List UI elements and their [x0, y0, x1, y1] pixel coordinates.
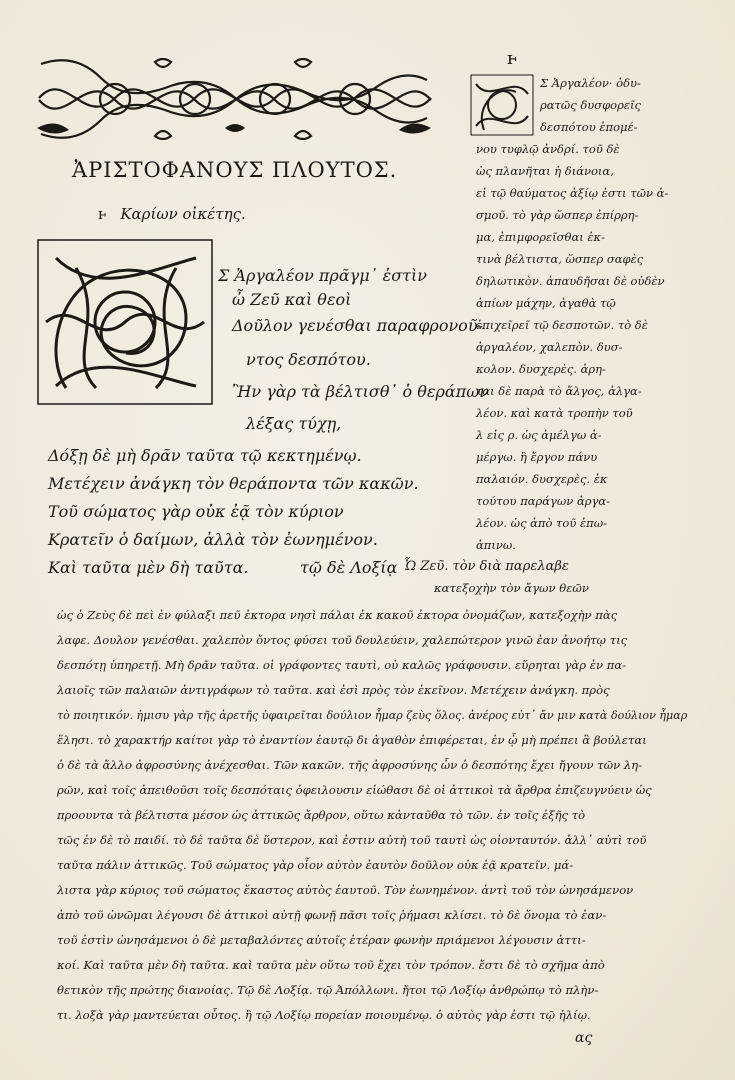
commentary-line: τὸ ποιητικόν. ἡμισυ γὰρ τῆς ἀρετῆς ὑφαιρεῖται δούλιον ἦμαρ ζεὺς ὅλος. ἀνέρος εὐτ᾽ ἄν μιν κατὰ δούλιον ἦμαρ [57, 709, 688, 722]
scholia-line: κολον. δυσχερὲς. ἀρη- [476, 362, 606, 376]
scholia-line: ἀπινω. [476, 538, 516, 552]
commentary-line: ἀπὸ τοῦ ὠνῶμαι λέγουσι δὲ ἀττικοὶ αὐτῇ φωνῇ πᾶσι τοῖς ῥήμασι κλίσει. τὸ δὲ ὄνομα τὸ ἐαν- [57, 908, 607, 922]
commentary-line: ρῶν, καὶ τοῖς ἀπειθοῦσι τοῖς δεσπόταις ὀφειλουσιν εἰώθασι δὲ οἱ ἀττικοὶ τὰ ἄρθρα ἐπιζευγνύειν ὡς [57, 783, 652, 797]
verse-line: Δόξῃ δὲ μὴ δρᾶν ταῦτα τῷ κεκτημένῳ. [48, 446, 362, 465]
scholia-line: Σ Ἀργαλέον· ὀδυ- [540, 76, 641, 90]
scholia-line: ἀργαλέον, χαλεπὸν. δυσ- [476, 340, 623, 354]
verse-line: Μετέχειν ἀνάγκη τὸν θεράποντα τῶν κακῶν. [48, 474, 419, 493]
commentary-line: λαφε. Δουλον γενέσθαι. χαλεπὸν ὄντος φύσει τοῦ δουλεύειν, χαλεπώτερον γινῶ ἐαν ἀνοήτῳ τις [57, 633, 628, 647]
verse-line: Δοῦλον γενέσθαι παραφρονοῦ- [232, 316, 483, 335]
verse-line: Ἢν γὰρ τὰ βέλτισθ᾽ ὁ θεράπων [232, 382, 489, 401]
verse-line: ντος δεσπότου. [246, 350, 371, 369]
commentary-line: ὡς ὁ Ζεὺς δὲ πεὶ ἐν φύλαξι πεῦ ἐκτορα νησὶ πάλαι ἐκ κακοῦ ἐκτορα ὀνομάζων, κατεξοχὴν πὰς [57, 608, 618, 622]
knotwork-headpiece-ornament [35, 58, 433, 140]
scholia-line: ὡς πλανῆται ἡ διάνοια, [476, 164, 614, 178]
commentary-line: Ὦ Ζεῦ. τὸν διὰ παρελαβε [404, 559, 569, 574]
small-decorated-initial [470, 74, 534, 136]
commentary-line: τῶς ἐν δὲ τὸ παιδί. τὸ δὲ ταῦτα δὲ ὕστερον, καὶ ἐστιν αὐτὴ τοῦ ταυτὶ ὡς οἱονταυτόν. ἀλλ᾽ αὐτὶ τοῦ [57, 833, 647, 847]
verse-line: ὦ Ζεῦ καὶ θεοὶ [232, 290, 352, 309]
commentary-line: δεσπότῃ ὑπηρετῇ. Μὴ δρᾶν ταῦτα. οἱ γράφοντες ταυτὶ, οὐ καλῶς γράφουσιν. εὕρηται γὰρ ἐν πα- [57, 658, 627, 672]
commentary-line: τοῦ ἐστὶν ὠνησάμενοι ὁ δὲ μεταβαλόντες αὐτοῖς ἑτέραν φωνὴν πριάμενοι λέγουσιν ἀττι- [57, 933, 586, 947]
scholia-line: ται δὲ παρὰ τὸ ἄλγος, ἀλγα- [476, 384, 642, 398]
verse-line: Σ Ἀργαλέον πρᾶγμ᾽ ἐστὶν [218, 266, 428, 285]
verse-line: Κρατεῖν ὁ δαίμων, ἀλλὰ τὸν ἐωνημένον. [48, 530, 378, 549]
commentary-line: ὁ δὲ τὰ ἄλλο ἀφροσύνης ἀνέχεσθαι. Τῶν κακῶν. τῆς ἀφροσύνης ὧν ὁ δεσπότης ἔχει ἤγουν τῶν λη- [57, 758, 643, 772]
scholia-line: λ εἰς ρ. ὡς ἀμέλγω ἀ- [476, 428, 602, 442]
paragraph-mark: ⱶ [98, 205, 107, 223]
scholia-line: παλαιόν. δυσχερὲς. ἐκ [476, 472, 608, 486]
commentary-line: λαιοῖς τῶν παλαιῶν ἀντιγράφων τὸ ταῦτα. καὶ ἐσὶ πρὸς τὸν ἐκεῖνον. Μετέχειν ἀνάγκη. πρὸς [57, 683, 610, 697]
commentary-line: λιστα γὰρ κύριος τοῦ σώματος ἕκαστος αὐτὸς ἑαυτοῦ. Τὸν ἐωνημένον. ἀντὶ τοῦ τὸν ὠνησάμενον [57, 883, 634, 897]
play-title: ἈΡΙΣΤΟΦΑΝΟΥΣ ΠΛΟΥΤΟΣ. [72, 158, 398, 182]
scholia-line: μα, ἐπιμφορεῖσθαι ἐκ- [476, 230, 605, 244]
scholia-line: ἐπιχεῖρεῖ τῷ δεσποτῶν. τὸ δὲ [476, 318, 648, 332]
scholia-line: τινὰ βέλτιστα, ὥσπερ σαφὲς [476, 252, 644, 266]
verse-line: τῷ δὲ Λοξίᾳ [300, 558, 398, 577]
scholia-line: τούτου παράγων ἀργα- [476, 494, 611, 508]
scholia-line: σμοῦ. τὸ γὰρ ὥσπερ ἐπίρρη- [476, 208, 639, 222]
commentary-line: ἕλησι. τὸ χαρακτήρ καίτοι γὰρ τὸ ἐναντίον ἑαυτῷ δι ἀγαθὸν ἐπιφέρεται, ἐν ᾧ μὴ πρέπει ἃ βούλεται [57, 733, 647, 747]
commentary-line: θετικὸν τῆς πρώτης διανοίας. Τῷ δὲ Λοξίᾳ. τῷ Ἀπόλλωνι. ἤτοι τῷ Λοξίῳ ἀνθρώπῳ τὸ πλὴν- [57, 983, 599, 997]
scholia-line: εἰ τῷ θαύματος ἀξίῳ ἐστι τῶν ἀ- [476, 186, 669, 200]
scholia-line: μέργω. ἢ ἔργον πάνυ [476, 450, 598, 464]
verse-line: λέξας τύχῃ, [246, 414, 342, 433]
scholia-line: νου τυφλῷ ἀνδρί. τοῦ δὲ [476, 142, 620, 156]
scholia-line: λέον. ὡς ἀπὸ τοῦ ἐπω- [476, 516, 607, 530]
commentary-line: τι. λοξὰ γὰρ μαντεύεται οὗτος. ἢ τῷ Λοξίῳ πορείαν ποιουμένῳ. ὁ αὐτὸς γὰρ ἐστι τῷ ἡλίῳ. [57, 1008, 591, 1022]
scholia-line: ἀπίων μάχην, ἀγαθὰ τῷ [476, 296, 616, 310]
catchword: ας [575, 1030, 593, 1046]
speaker-heading [98, 205, 246, 223]
scholia-line: λέον. καὶ κατὰ τροπὴν τοῦ [476, 406, 633, 420]
commentary-line: προουντα τὰ βέλτιστα μέσον ὡς ἀττικῶς ἄρθρον, οὕτω κἀνταῦθα τὸ τῶν. ἐν τοῖς ἐξῆς τὸ [57, 808, 586, 822]
verse-line: Τοῦ σώματος γὰρ οὐκ ἐᾷ τὸν κύριον [48, 502, 344, 521]
commentary-line: κατεξοχὴν τὸν ἄγων θεῶν [434, 581, 589, 595]
speaker-name: Καρίων οἰκέτης. [120, 205, 246, 223]
commentary-line: κοί. Καὶ ταῦτα μὲν δὴ ταῦτα. καὶ ταῦτα μὲν οὕτω τοῦ ἔχει τὸν τρόπον. ἔστι δὲ τὸ σχῆμα ἀπὸ [57, 958, 605, 972]
decorated-initial-letter [36, 238, 214, 406]
scholia-line: ρατῶς δυσφορεῖς [540, 98, 641, 112]
scholia-line: δηλωτικὸν. ἀπαυδῆσαι δὲ οὐδὲν [476, 274, 665, 288]
commentary-line: ταῦτα πάλιν ἀττικῶς. Τοῦ σώματος γὰρ οἷον αὐτὸν ἑαυτὸν δοῦλον οὐκ ἐᾷ κρατεῖν. μά- [57, 858, 574, 872]
paragraph-mark: ⱶ [507, 48, 518, 69]
verse-line: Καὶ ταῦτα μὲν δὴ ταῦτα. [48, 558, 249, 577]
scholia-line: δεσπότου ἑπομέ- [540, 120, 638, 134]
